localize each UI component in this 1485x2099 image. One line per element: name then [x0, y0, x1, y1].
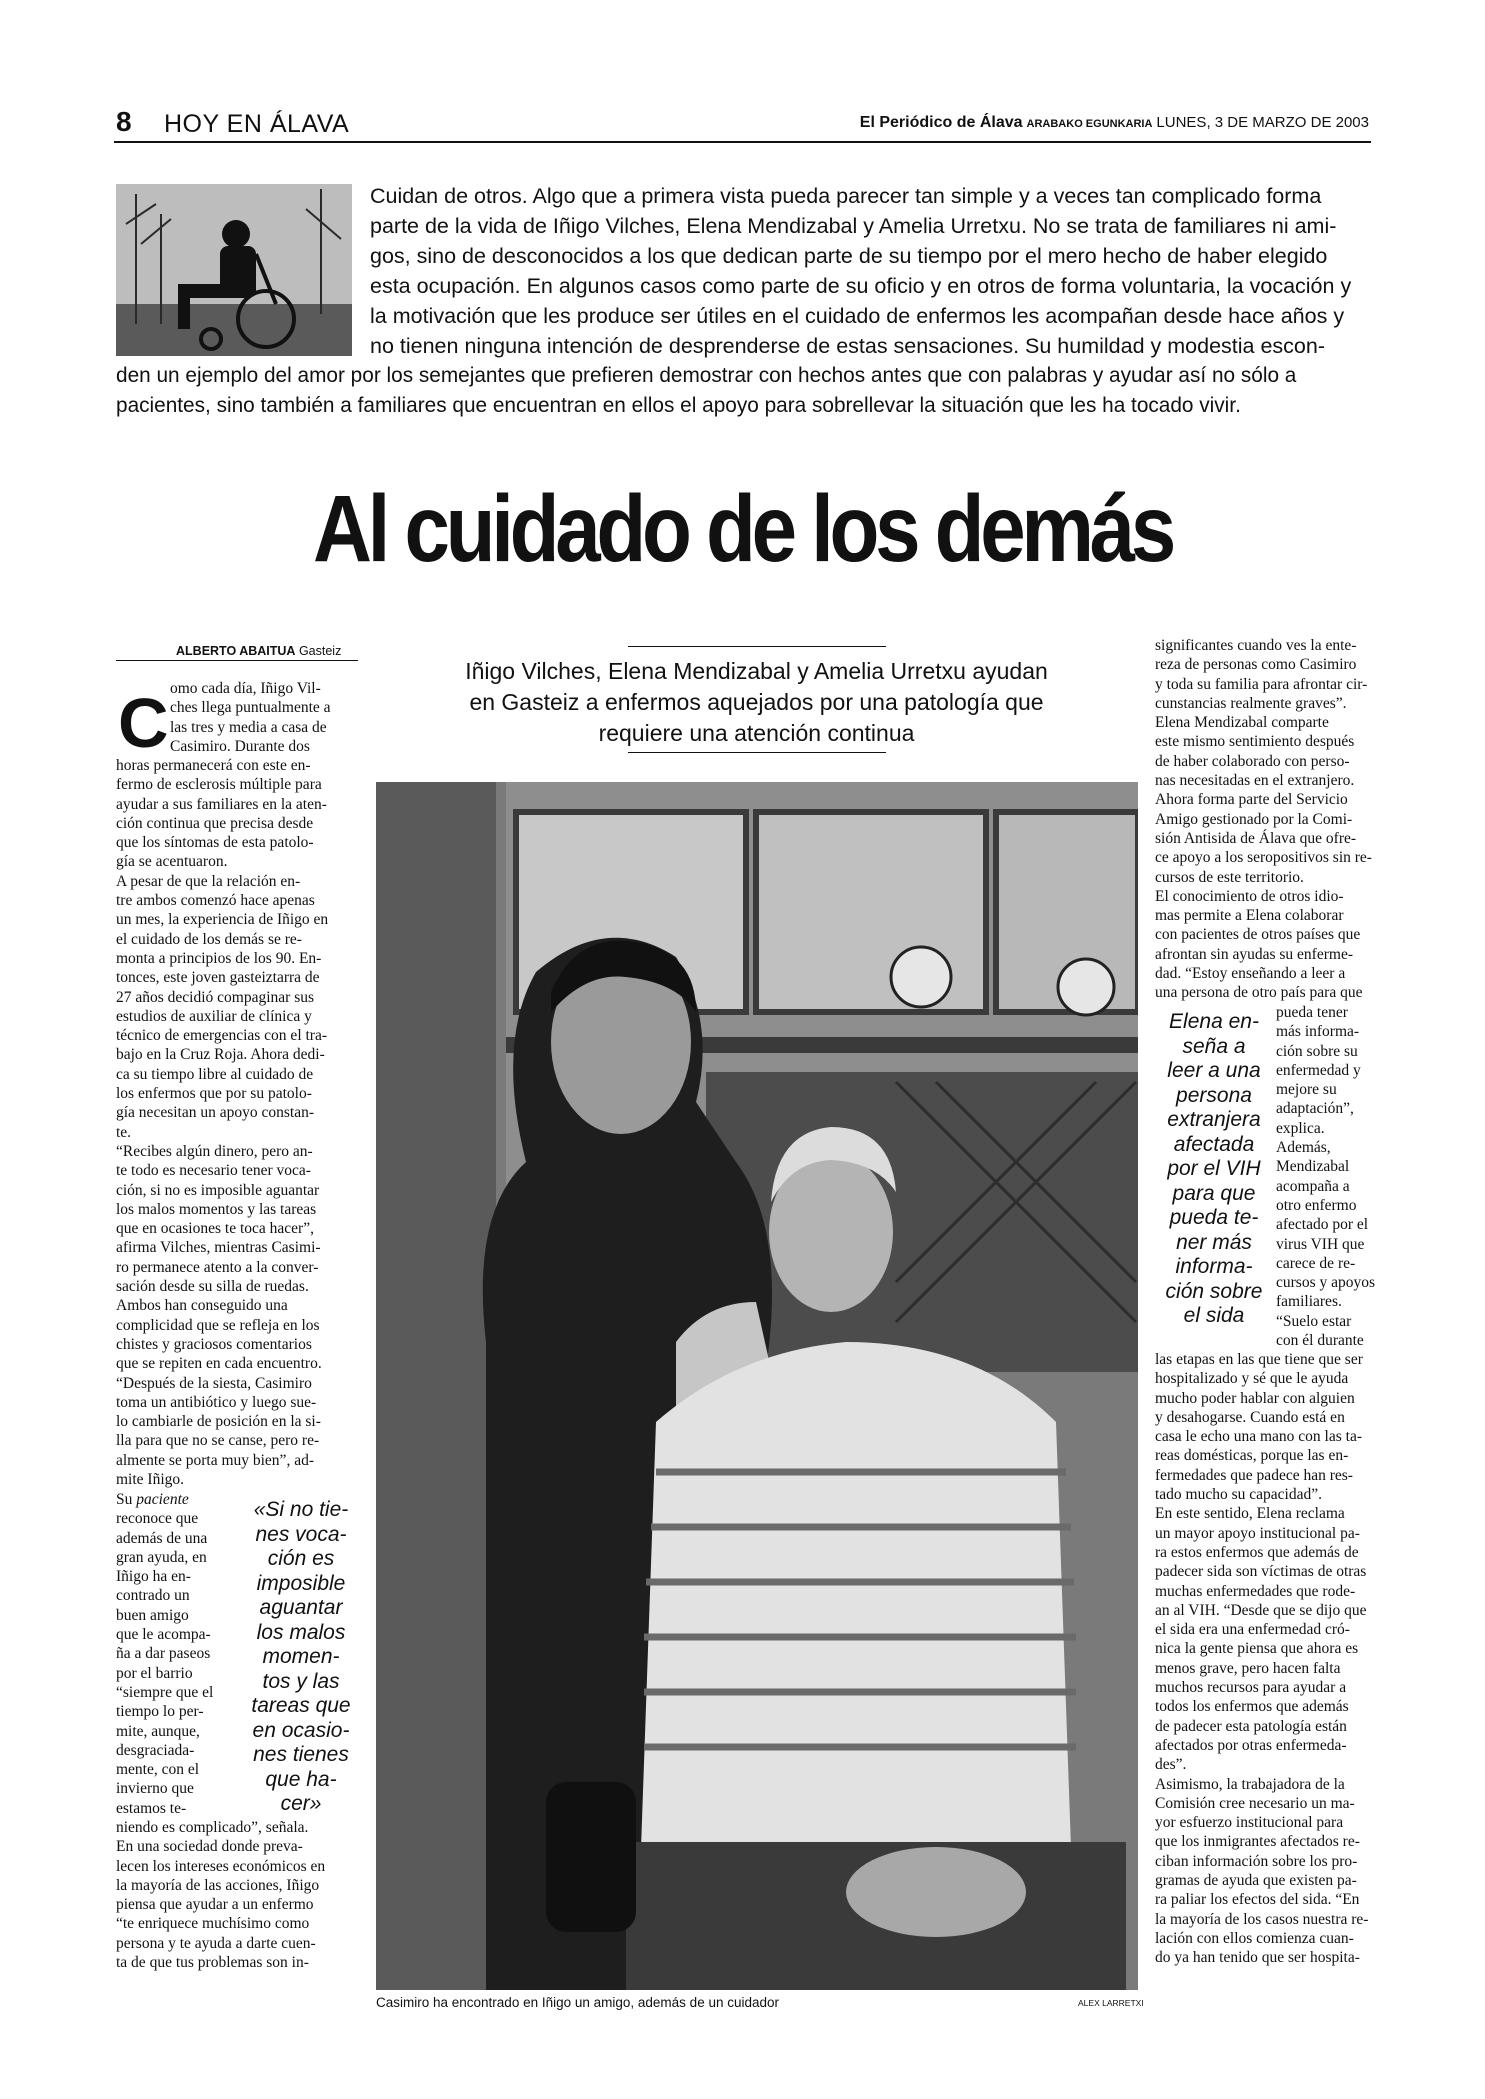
- text-line: lo cambiarle de posición en la si-: [116, 1413, 321, 1431]
- page-number: 8: [116, 106, 132, 137]
- text-line: una persona de otro país para que: [1155, 984, 1363, 1002]
- text-line: an al VIH. “Desde que se dijo que: [1155, 1601, 1367, 1619]
- text-line: Elena Mendizabal comparte: [1155, 714, 1329, 732]
- text-line: que se repiten en cada encuentro.: [116, 1355, 322, 1373]
- text-line: fermedades que padece han res-: [1155, 1466, 1353, 1484]
- text-line: cursos y apoyos: [1276, 1274, 1376, 1292]
- pull-quote-left: [240, 1498, 362, 1817]
- text-line: sión Antisida de Álava que ofre-: [1155, 829, 1357, 847]
- text-line: las etapas en las que tiene que ser: [1155, 1351, 1363, 1368]
- text-line: con pacientes de otros países que: [1155, 926, 1361, 944]
- headline: Al cuidado de los demás: [312, 476, 1173, 582]
- edition-label: ARABAKO EGUNKARIA: [1026, 118, 1153, 130]
- intro-line: la motivación que les produce ser útiles en el cuidado de enfermos les acompañan desde hace años y: [370, 304, 1345, 328]
- text-line: familiares.: [1276, 1293, 1342, 1311]
- text-line: que le acompa-: [116, 1626, 211, 1644]
- text-line: virus VIH que: [1276, 1235, 1365, 1253]
- intro-line: den un ejemplo del amor por los semejantes que prefieren demostrar con hechos antes que con palabras y ayudar así no sólo a: [116, 364, 1297, 387]
- text-line: te.: [116, 1123, 132, 1141]
- text-line: nes voca-: [255, 1522, 347, 1546]
- text-line: tonces, este joven gasteiztarra de: [116, 969, 320, 987]
- text-line: aguantar: [259, 1596, 343, 1619]
- text-line: menos grave, pero hacen falta: [1155, 1659, 1341, 1677]
- text-line: complicidad que se refleja en los: [116, 1316, 320, 1334]
- text-line: acompaña a: [1276, 1177, 1350, 1195]
- text-line: momen-: [262, 1645, 340, 1668]
- text-line: horas permanecerá con este en-: [116, 757, 311, 774]
- text-line: niendo es complicado”, señala.: [116, 1819, 309, 1836]
- text-line: ner más: [1176, 1230, 1252, 1254]
- text-line: tareas que: [251, 1694, 351, 1717]
- text-line: gía necesitan un apoyo constan-: [116, 1104, 314, 1122]
- text-line: de haber colaborado con perso-: [1155, 752, 1350, 770]
- text-line: nica la gente piensa que ahora es: [1155, 1640, 1359, 1658]
- issue-date: LUNES, 3 DE MARZO DE 2003: [1156, 114, 1369, 131]
- photo-caption: Casimiro ha encontrado en Iñigo un amigo, además de un cuidador: [376, 1995, 780, 2010]
- text-line: “siempre que el: [116, 1683, 214, 1701]
- header-rule: [114, 141, 1371, 143]
- pull-quote-right: [1158, 1010, 1270, 1329]
- intro-line: Cuidan de otros. Algo que a primera vista pueda parecer tan simple y a veces tan complicado forma: [370, 184, 1322, 208]
- text-line: fermo de esclerosis múltiple para: [116, 776, 322, 794]
- text-line: ña a dar paseos: [116, 1645, 211, 1663]
- text-line: omo cada día, Iñigo Vil-: [170, 680, 321, 697]
- text-line: almente se porta muy bien”, ad-: [116, 1451, 314, 1469]
- text-line: Elena en-: [1169, 1010, 1259, 1033]
- text-line: leer a una: [1167, 1059, 1261, 1082]
- text-line: y desahogarse. Cuando está en: [1155, 1408, 1345, 1426]
- text-line: explica.: [1276, 1119, 1325, 1137]
- text-line: chistes y graciosos comentarios: [116, 1335, 312, 1353]
- subhead-line: en Gasteiz a enfermos aquejados por una patología que: [469, 689, 1044, 715]
- caregivers-photo-icon: [376, 782, 1138, 1990]
- text-line: des”.: [1155, 1756, 1187, 1774]
- text-line: gía se acentuaron.: [116, 853, 228, 871]
- text-line: 27 años decidió compaginar sus: [116, 988, 315, 1006]
- text-line: te todo es necesario tener voca-: [116, 1162, 311, 1180]
- text-line: extranjera: [1167, 1108, 1261, 1131]
- text-line: este mismo sentimiento después: [1155, 733, 1355, 751]
- text-line: reza de personas como Casimiro: [1155, 656, 1357, 674]
- text-line: los malos: [256, 1620, 346, 1644]
- text-line: un mayor apoyo institucional pa-: [1155, 1524, 1360, 1542]
- text-line: do ya han tenido que ser hospita-: [1155, 1949, 1360, 1967]
- intro-photo: [116, 184, 352, 356]
- subhead: [380, 656, 1133, 749]
- text-line: mejore su: [1276, 1081, 1337, 1099]
- text-line: afectados por otras enfermeda-: [1155, 1736, 1347, 1754]
- text-line: que los síntomas de esta patolo-: [116, 834, 314, 852]
- text-line: todos los enfermos que además: [1155, 1698, 1349, 1716]
- text-line: contrado un: [116, 1587, 190, 1605]
- text-line: ción, si no es imposible aguantar: [116, 1181, 320, 1199]
- text-line: otro enfermo: [1276, 1196, 1357, 1214]
- text-line: tre ambos comenzó hace apenas: [116, 892, 315, 910]
- newspaper-name: El Periódico de Álava: [859, 114, 1023, 131]
- text-line: gramas de ayuda que existen pa-: [1155, 1872, 1357, 1890]
- text-line: que ha-: [265, 1767, 337, 1791]
- text-line: pueda tener: [1276, 1004, 1348, 1021]
- text-line: Además,: [1276, 1139, 1331, 1157]
- intro-line: parte de la vida de Iñigo Vilches, Elena Mendizabal y Amelia Urretxu. No se trata de familiares ni ami-: [370, 214, 1337, 238]
- text-line: «Si no tie-: [253, 1498, 349, 1521]
- author-place: Gasteiz: [298, 644, 342, 658]
- left-column-dropcap-lines: [170, 679, 358, 756]
- text-line: El conocimiento de otros idio-: [1155, 887, 1344, 905]
- drop-cap: C: [118, 684, 169, 762]
- text-line: invierno que: [116, 1780, 194, 1798]
- text-line: lla para que no se canse, pero re-: [116, 1432, 320, 1450]
- right-column-tail: [1155, 1350, 1373, 1968]
- text-line: Casimiro. Durante dos: [170, 737, 310, 755]
- text-line: dad. “Estoy enseñando a leer a: [1155, 965, 1346, 983]
- text-line: enfermedad y: [1276, 1061, 1361, 1079]
- text-line: en ocasio-: [252, 1718, 350, 1742]
- subhead-line: Iñigo Vilches, Elena Mendizabal y Amelia Urretxu ayudan: [465, 658, 1048, 684]
- text-line: Mendizabal: [1276, 1158, 1350, 1176]
- text-line: ciban información sobre los pro-: [1155, 1852, 1358, 1870]
- text-line: cer»: [280, 1792, 322, 1815]
- text-line: y toda su familia para afrontar cir-: [1155, 675, 1368, 693]
- text-line: tado mucho su capacidad”.: [1155, 1486, 1322, 1504]
- right-column-body: [1155, 636, 1373, 1003]
- text-line: estamos te-: [116, 1799, 187, 1817]
- text-line: A pesar de que la relación en-: [116, 872, 301, 890]
- text-line: ro permanece atento a la conver-: [116, 1258, 319, 1276]
- text-line: hospitalizado y sé que le ayuda: [1155, 1370, 1349, 1388]
- text-line: para que: [1172, 1181, 1256, 1205]
- left-column-narrow: [116, 1490, 236, 1818]
- text-line: estudios de auxiliar de clínica y: [116, 1007, 312, 1025]
- text-line: un mes, la experiencia de Iñigo en: [116, 911, 329, 929]
- text-line: ra paliar los efectos del sida. “En: [1155, 1891, 1360, 1909]
- text-line: ción sobre su: [1276, 1042, 1358, 1060]
- text-line: afectado por el: [1276, 1216, 1369, 1234]
- text-line: casa le echo una mano con las ta-: [1155, 1428, 1363, 1446]
- text-line: yor esfuerzo institucional para: [1155, 1814, 1344, 1832]
- text-line: la mayoría de las acciones, Iñigo: [116, 1876, 320, 1894]
- text-line: por el barrio: [116, 1664, 193, 1682]
- text-line: Asimismo, la trabajadora de la: [1155, 1775, 1345, 1793]
- text-line: nas necesitadas en el extranjero.: [1155, 772, 1355, 790]
- text-line: mente, con el: [116, 1761, 200, 1779]
- text-line: la mayoría de los casos nuestra re-: [1155, 1910, 1369, 1928]
- text-line: desgraciada-: [116, 1741, 195, 1759]
- text-line: “Después de la siesta, Casimiro: [116, 1374, 312, 1392]
- text-line: afrontan sin ayudas su enferme-: [1155, 945, 1353, 963]
- text-line: tiempo lo per-: [116, 1703, 204, 1721]
- text-line: mite, aunque,: [116, 1722, 200, 1740]
- text-line: sación desde su silla de ruedas.: [116, 1278, 309, 1296]
- main-photo: [376, 782, 1138, 1990]
- text-line: el sida era una enfermedad cró-: [1155, 1621, 1350, 1639]
- subhead-rule-bottom: [628, 752, 886, 753]
- text-line: Iñigo ha en-: [116, 1568, 191, 1586]
- text-line: “Recibes algún dinero, pero an-: [116, 1142, 313, 1160]
- text-line: seña a: [1182, 1034, 1246, 1058]
- text-line: muchas enfermedades que rode-: [1155, 1582, 1356, 1600]
- text-line: el cuidado de los demás se re-: [116, 930, 302, 948]
- text-line: imposible: [256, 1571, 346, 1595]
- text-line: mite Iñigo.: [116, 1470, 185, 1488]
- author-name: ALBERTO ABAITUA: [176, 644, 296, 658]
- text-line: ción continua que precisa desde: [116, 814, 314, 832]
- text-line: ción sobre: [1165, 1279, 1263, 1303]
- text-line: ra estos enfermos que además de: [1155, 1543, 1359, 1561]
- intro-line: esta ocupación. En algunos casos como parte de su oficio y en otros de forma voluntaria, la vocación y: [370, 274, 1352, 298]
- intro-line: no tienen ninguna intención de desprenderse de estas sensaciones. Su humildad y modestia escon-: [370, 334, 1325, 358]
- text-line: tos y las: [262, 1669, 340, 1693]
- right-column-narrow: [1276, 1003, 1376, 1350]
- byline-rule: [116, 660, 358, 661]
- text-line: Amigo gestionado por la Comi-: [1155, 810, 1353, 828]
- subhead-rule-top: [628, 646, 886, 647]
- text-line: Comisión cree necesario un ma-: [1155, 1794, 1355, 1812]
- text-line: toma un antibiótico y luego sue-: [116, 1393, 317, 1411]
- text-line: afectada: [1173, 1132, 1255, 1156]
- left-column-tail: [116, 1818, 358, 1972]
- text-line: el sida: [1183, 1304, 1245, 1327]
- text-line: por el VIH: [1167, 1157, 1261, 1180]
- text-line: padecer sida son víctimas de otras: [1155, 1563, 1367, 1581]
- text-line: reas domésticas, porque las en-: [1155, 1447, 1349, 1465]
- text-line: muchos recursos para ayudar a: [1155, 1679, 1347, 1697]
- text-line: En este sentido, Elena reclama: [1155, 1505, 1345, 1523]
- text-line: “te enriquece muchísimo como: [116, 1915, 310, 1933]
- text-line: adaptación”,: [1276, 1100, 1354, 1118]
- text-line: ca su tiempo libre al cuidado de: [116, 1065, 314, 1083]
- text-line: ches llega puntualmente a: [170, 699, 331, 717]
- intro-line: gos, sino de desconocidos a los que dedican parte de su tiempo por el mero hecho de haber elegido: [370, 244, 1328, 268]
- text-line: piensa que ayudar a un enfermo: [116, 1896, 314, 1914]
- text-line: persona: [1176, 1083, 1252, 1107]
- byline: [176, 644, 341, 658]
- text-line: que en ocasiones te toca hacer”,: [116, 1220, 314, 1238]
- text-line: Su paciente: [116, 1491, 189, 1508]
- text-line: lecen los intereses económicos en: [116, 1857, 326, 1875]
- text-line: carece de re-: [1276, 1254, 1356, 1272]
- text-line: Ahora forma parte del Servicio: [1155, 791, 1348, 809]
- text-line: técnico de emergencias con el tra-: [116, 1027, 328, 1045]
- text-line: reconoce que: [116, 1510, 199, 1528]
- text-line: los malos momentos y las tareas: [116, 1200, 317, 1218]
- text-line: afirma Vilches, mientras Casimi-: [116, 1239, 321, 1257]
- wheelchair-silhouette-icon: [116, 184, 352, 356]
- text-line: mucho poder hablar con alguien: [1155, 1389, 1355, 1407]
- left-column-body: [116, 756, 358, 1489]
- subhead-line: requiere una atención continua: [598, 720, 915, 746]
- photo-credit: ALEX LARRETXI: [1078, 1998, 1144, 2008]
- text-line: “Suelo estar: [1276, 1312, 1352, 1330]
- text-line: Ambos han conseguido una: [116, 1297, 288, 1315]
- text-line: de padecer esta patología están: [1155, 1717, 1347, 1735]
- section-title: HOY EN ÁLAVA: [164, 110, 350, 138]
- text-line: monta a principios de los 90. En-: [116, 949, 322, 967]
- text-line: con él durante: [1276, 1332, 1364, 1350]
- text-line: bajo en la Cruz Roja. Ahora dedi-: [116, 1046, 325, 1064]
- text-line: ayudar a sus familiares en la aten-: [116, 795, 327, 813]
- text-line: lación con ellos comienza cuan-: [1155, 1929, 1354, 1947]
- text-line: buen amigo: [116, 1606, 189, 1624]
- text-line: más informa-: [1276, 1023, 1360, 1041]
- text-line: además de una: [116, 1529, 208, 1547]
- text-line: mas permite a Elena colaborar: [1155, 907, 1344, 925]
- text-line: significantes cuando ves la ente-: [1155, 637, 1357, 654]
- text-line: los enfermos que por su patolo-: [116, 1085, 312, 1103]
- text-line: ce apoyo a los seropositivos sin re-: [1155, 849, 1372, 867]
- text-line: gran ayuda, en: [116, 1548, 207, 1566]
- text-line: En una sociedad donde preva-: [116, 1838, 303, 1856]
- text-line: nes tienes: [253, 1743, 349, 1766]
- masthead-info: [860, 114, 1369, 132]
- text-line: pueda te-: [1169, 1206, 1259, 1229]
- text-line: persona y te ayuda a darte cuen-: [116, 1934, 316, 1952]
- text-line: cunstancias realmente graves”.: [1155, 694, 1347, 712]
- text-line: informa-: [1175, 1255, 1253, 1278]
- intro-line: pacientes, sino también a familiares que encuentran en ellos el apoyo para sobrellevar la situación que les ha tocado vivir.: [116, 394, 1241, 417]
- text-line: ción es: [267, 1547, 335, 1570]
- text-line: ta de que tus problemas son in-: [116, 1954, 309, 1972]
- text-line: las tres y media a casa de: [170, 718, 327, 736]
- text-line: cursos de este territorio.: [1155, 868, 1304, 886]
- text-line: que los inmigrantes afectados re-: [1155, 1833, 1360, 1851]
